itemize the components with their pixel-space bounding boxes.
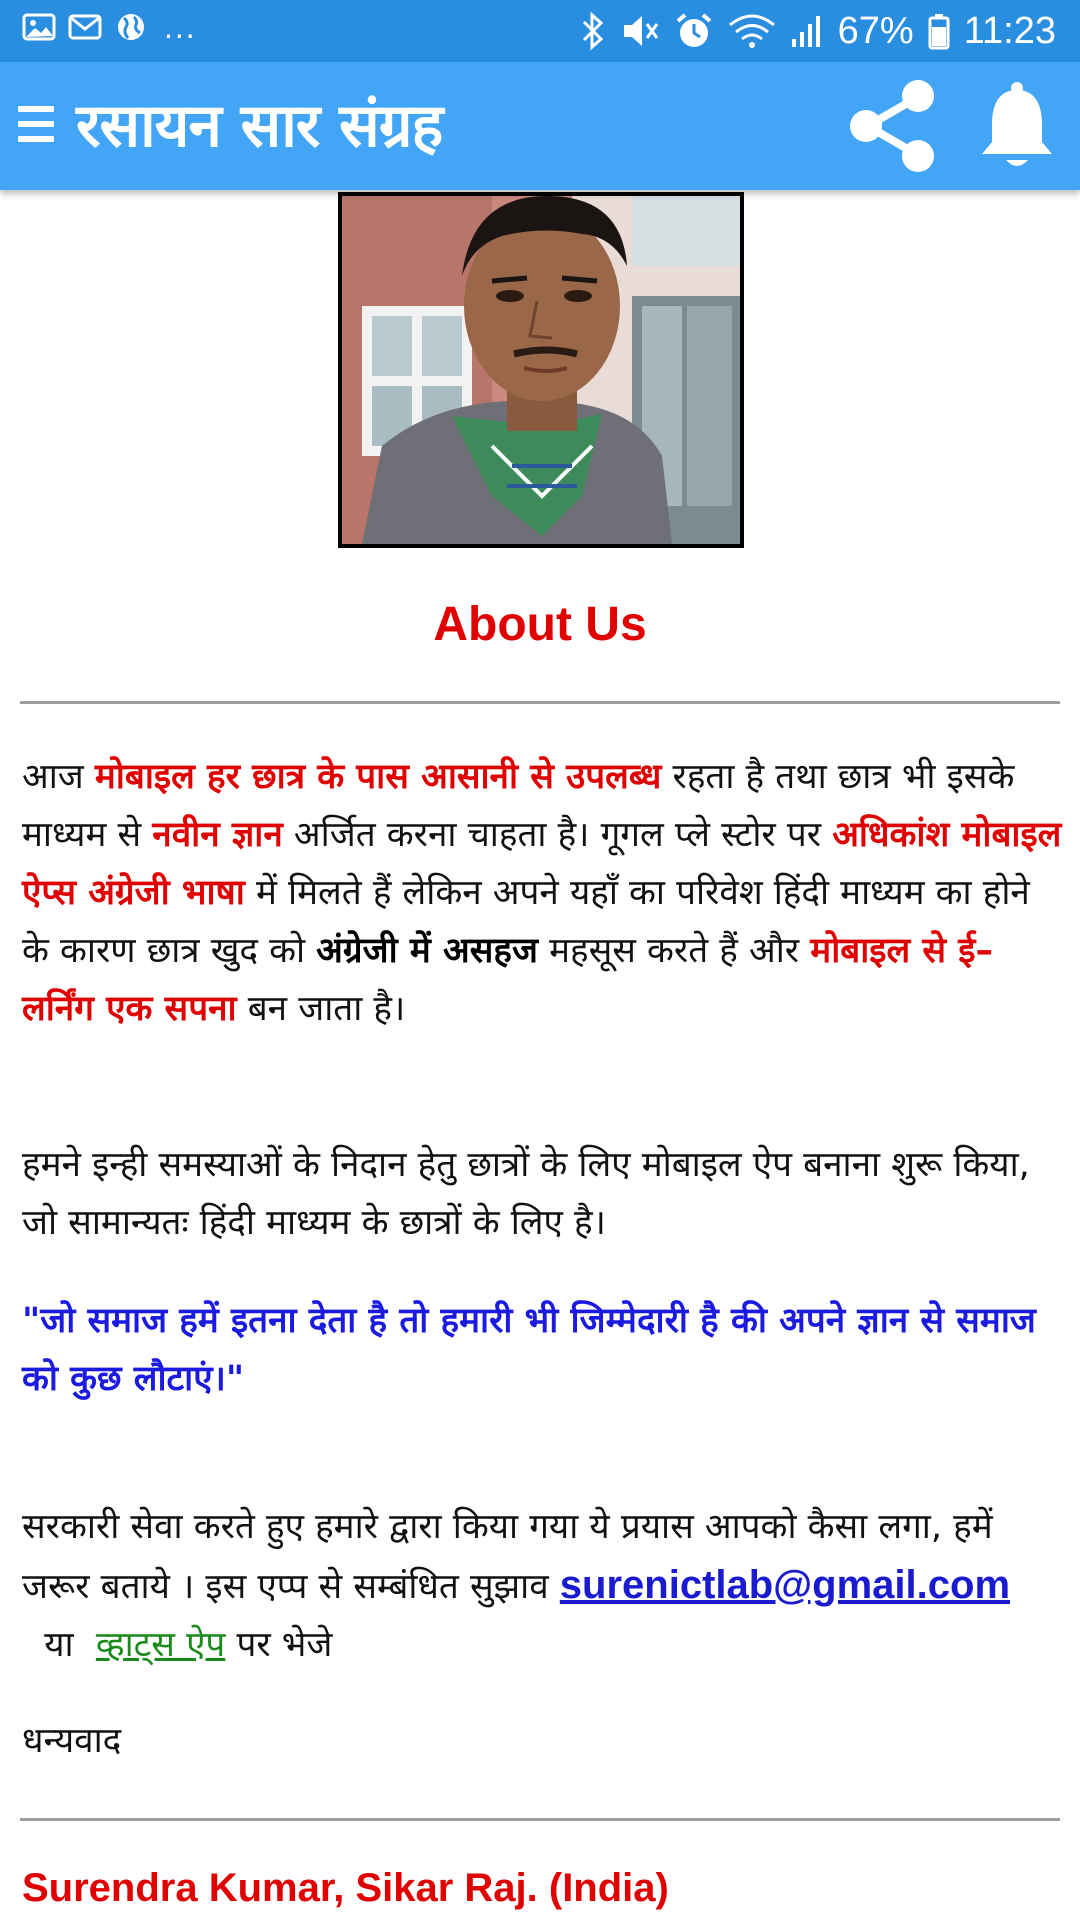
globe-icon [114,12,148,42]
p1-text-3: अर्जित करना चाहता है। गूगल प्ले स्टोर पर [282,815,833,855]
p1-text-4: में मिलते हैं लेकिन अपने यहाँ का परिवेश हिंदी माध्यम का होने के कारण छात्र खुद को [22,873,1030,971]
author-name: Surendra Kumar, Sikar Raj. (India) [22,1866,669,1910]
about-paragraph-2: हमने इन्ही समस्याओं के निदान हेतु छात्रों के लिए मोबाइल ऐप बनाना शुरू किया, जो सामान्यतः हिंदी माध्यम के छात्रों के लिए है। [22,1145,1030,1243]
p3-text-3: पर भेजे [225,1625,333,1665]
battery-percent: 67% [837,10,914,52]
alarm-icon [674,11,714,51]
about-paragraph-3 [22,1498,1062,1674]
status-bar-notifications [22,9,197,45]
status-bar-system [580,10,1056,52]
p1-highlight-2: नवीन ज्ञान [152,815,283,855]
p1-highlight-3: अधिकांश मोबाइल ऐप्स अंग्रेजी भाषा [22,815,1062,913]
p1-text-1: आज [22,757,95,797]
app-toolbar [0,62,1080,190]
about-paragraph-1 [22,748,1062,1038]
p1-text-2: रहता है तथा छात्र भी इसके माध्यम से [22,757,1015,855]
clock: 11:23 [963,10,1056,52]
about-us-title: About Us [433,598,647,651]
divider-top [20,701,1060,704]
app-title: रसायन सार संग्रह [76,91,443,161]
about-quote: "जो समाज हमें इतना देता है तो हमारी भी जिम्मेदारी है की अपने ज्ञान से समाज को कुछ लौटाएं।" [22,1301,1036,1399]
share-icon[interactable] [846,78,938,174]
p1-bold-1: अंग्रेजी में असहज [316,931,538,971]
bluetooth-icon [580,11,606,51]
mute-icon [620,11,660,51]
divider-bottom [20,1818,1060,1821]
gallery-icon [22,12,56,42]
signal-icon [790,11,824,51]
p1-text-6: बन जाता है। [236,989,406,1029]
p1-highlight-1: मोबाइल हर छात्र के पास आसानी से उपलब्ध [94,757,662,797]
p3-text-2: या [22,1625,96,1665]
wifi-icon [728,11,776,51]
more-notifications: ... [164,9,197,45]
author-photo [338,192,744,548]
email-link[interactable]: surenictlab@gmail.com [559,1563,1011,1607]
whatsapp-link[interactable]: व्हाट्स ऐप [95,1625,226,1665]
bell-icon[interactable] [978,76,1056,174]
mail-icon [68,12,102,42]
p1-highlight-4: मोबाइल से ई–लर्निंग एक सपना [22,931,993,1029]
status-bar [0,0,1080,62]
thanks-text: धन्यवाद [22,1721,122,1761]
p1-text-5: महसूस करते हैं और [537,931,811,971]
battery-icon [928,11,950,51]
p3-text-1: सरकारी सेवा करते हुए हमारे द्वारा किया गया ये प्रयास आपको कैसा लगा, हमें जरूर बताये । इस एप्प से सम्बंधित सुझाव [22,1507,993,1607]
author-portrait-image [342,196,740,544]
hamburger-menu-icon[interactable] [18,100,58,152]
